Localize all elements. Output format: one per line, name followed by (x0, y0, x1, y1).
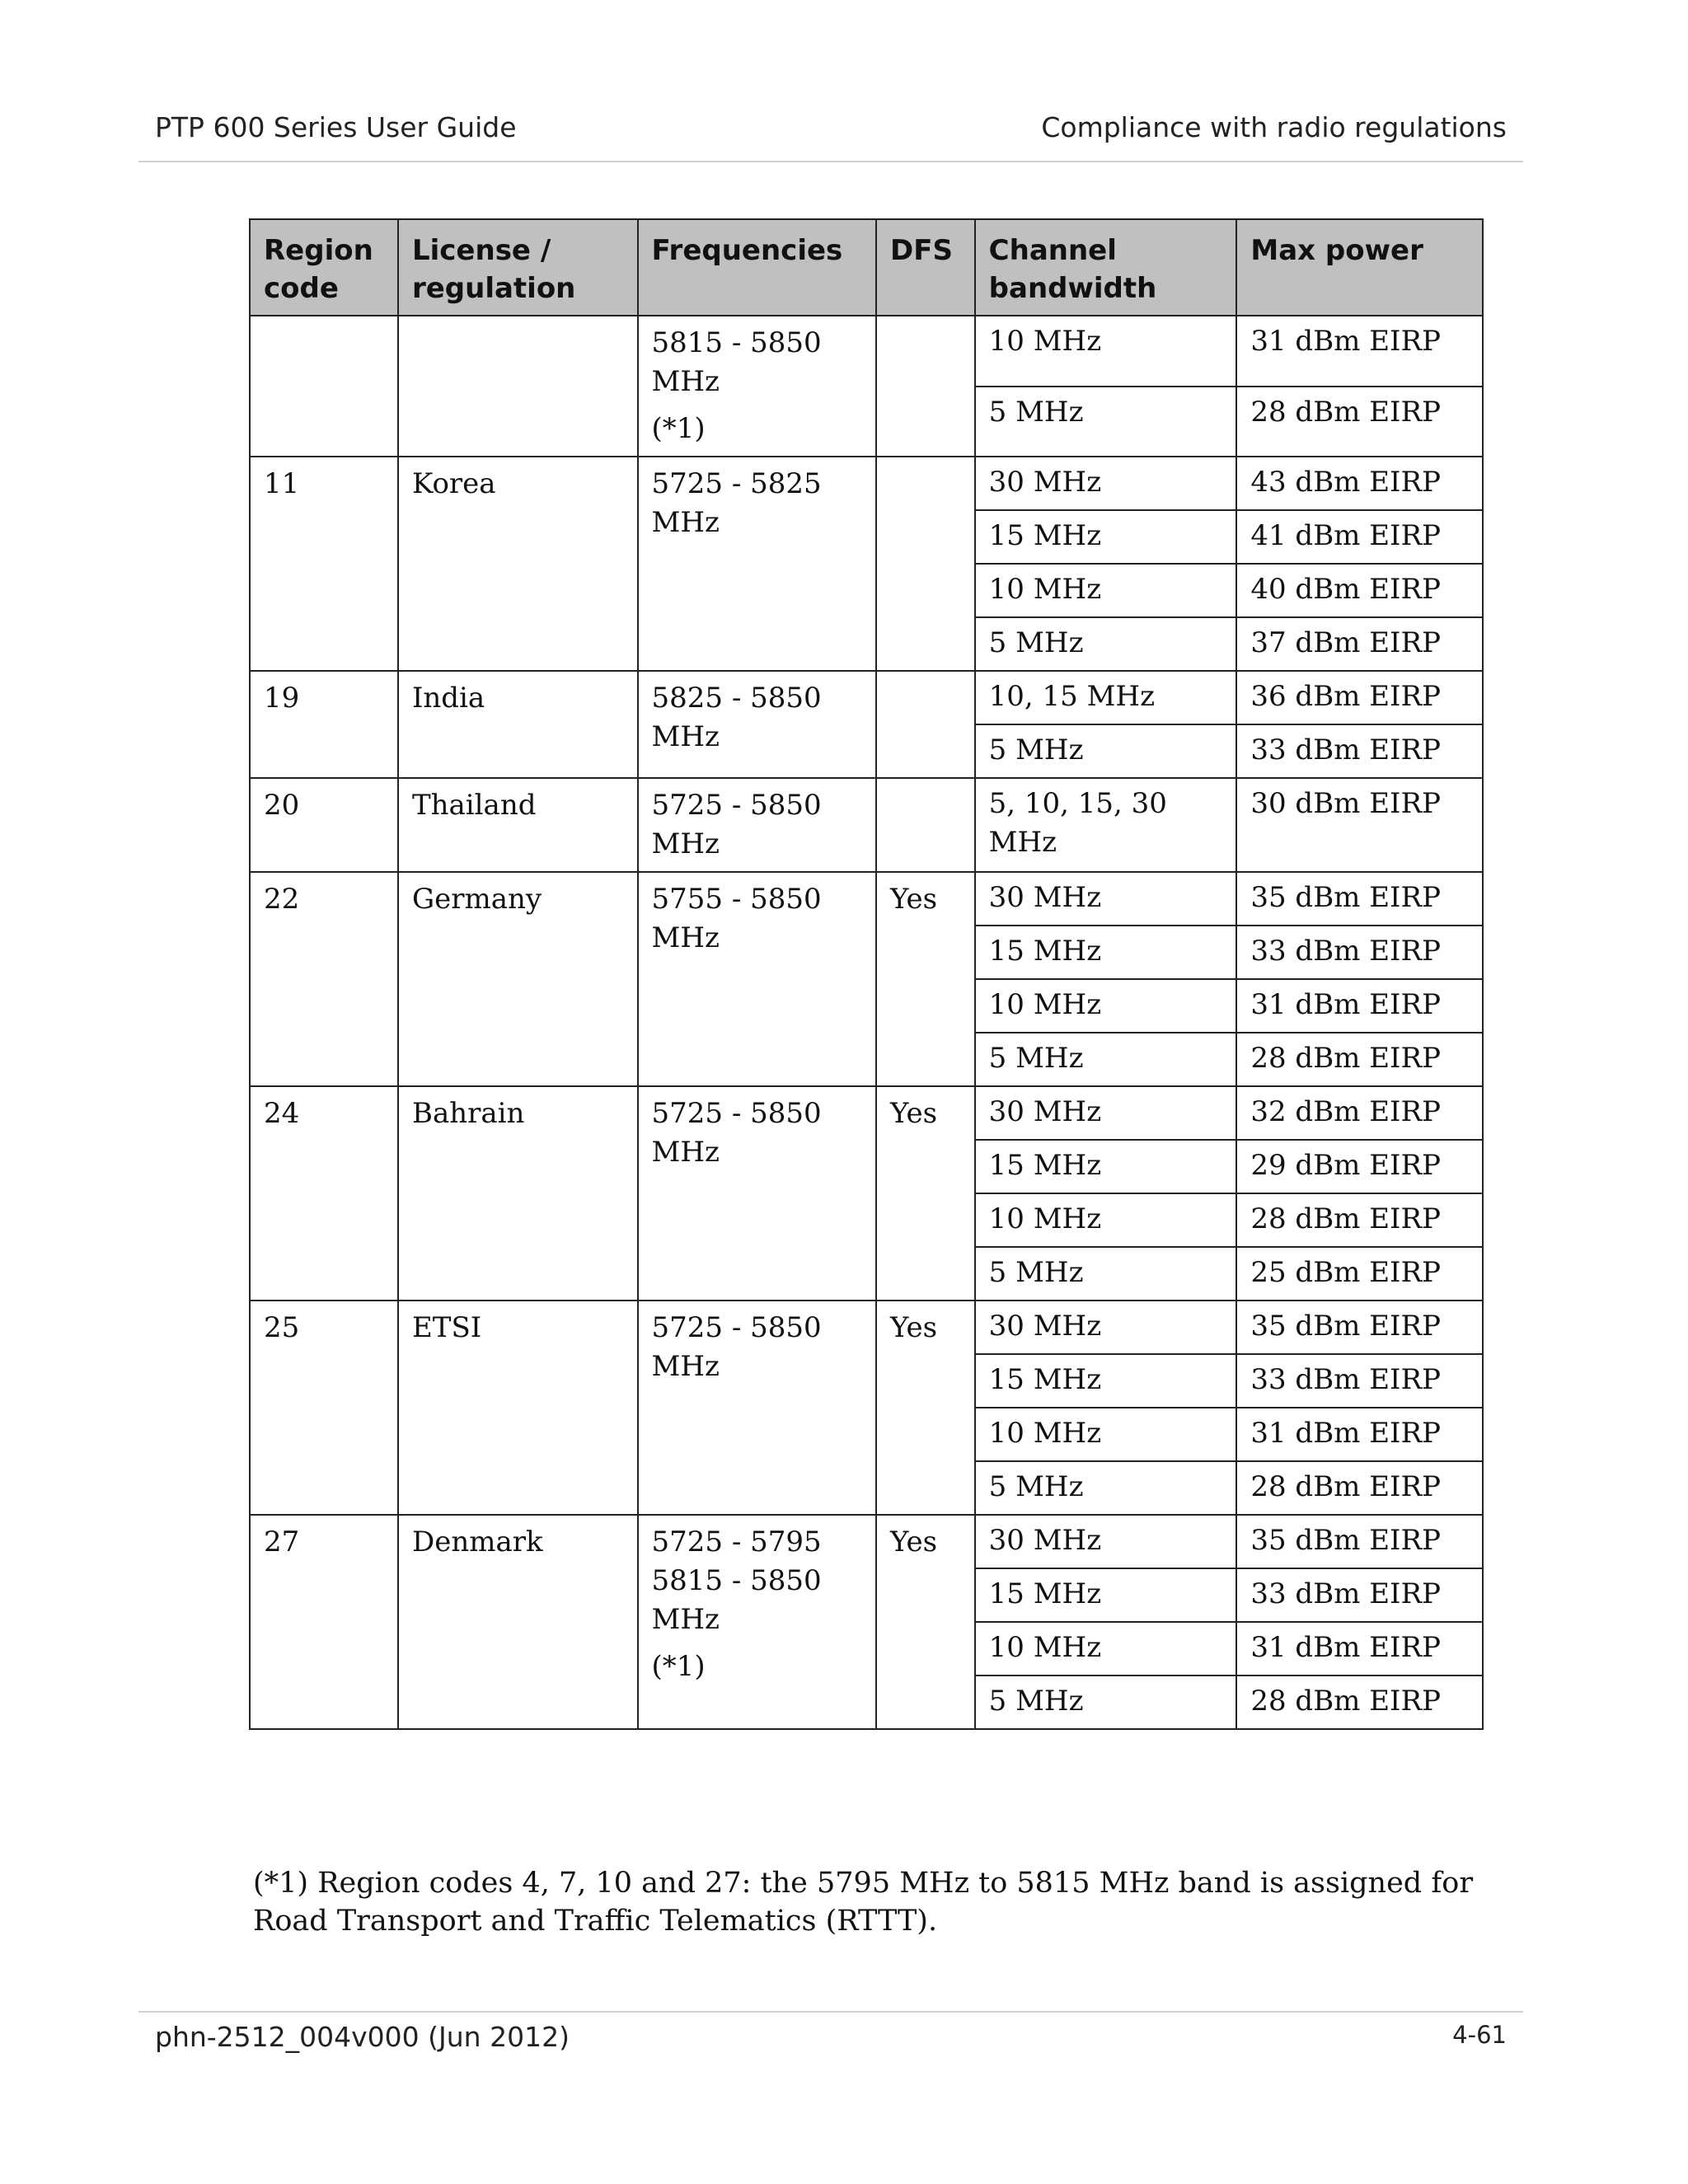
max-power-cell: 35 dBm EIRP (1236, 1301, 1483, 1354)
bandwidth-cell: 5 MHz (975, 1033, 1237, 1086)
region-code-text: 11 (264, 467, 300, 500)
column-header-dfs: DFS (876, 219, 975, 316)
max-power-cell: 35 dBm EIRP (1236, 872, 1483, 926)
section-title: Compliance with radio regulations (1041, 111, 1507, 143)
table-row (250, 1086, 1483, 1140)
max-power-cell: 31 dBm EIRP (1236, 316, 1483, 387)
bandwidth-cell: 10, 15 MHz (975, 671, 1237, 724)
license-text: ETSI (411, 1311, 482, 1344)
document-title: PTP 600 Series User Guide (155, 111, 517, 143)
dfs-cell (876, 671, 975, 778)
frequencies-cell (638, 1086, 877, 1301)
license-cell (398, 778, 638, 872)
max-power-cell: 29 dBm EIRP (1236, 1140, 1483, 1193)
frequencies-text: 5725 - 5850 MHz (651, 1097, 822, 1169)
document-id: phn-2512_004v000 (Jun 2012) (155, 2021, 570, 2053)
bandwidth-cell: 5 MHz (975, 1461, 1237, 1515)
frequencies-text: 5815 - 5850 MHz (651, 326, 822, 398)
bandwidth-cell: 30 MHz (975, 457, 1237, 510)
frequency-footnote-marker: (*1) (651, 1650, 706, 1683)
frequencies-cell (638, 872, 877, 1086)
column-header-frequencies: Frequencies (638, 219, 877, 316)
dfs-cell (876, 1301, 975, 1515)
max-power-cell: 32 dBm EIRP (1236, 1086, 1483, 1140)
header-divider (138, 161, 1523, 162)
region-code-text: 19 (264, 682, 300, 715)
max-power-cell: 33 dBm EIRP (1236, 1568, 1483, 1622)
region-code-text: 20 (264, 789, 300, 822)
region-code-cell (250, 1515, 398, 1729)
max-power-cell: 31 dBm EIRP (1236, 979, 1483, 1033)
table-header-row (250, 219, 1483, 316)
bandwidth-cell: 10 MHz (975, 316, 1237, 387)
max-power-cell: 28 dBm EIRP (1236, 1193, 1483, 1247)
max-power-cell: 31 dBm EIRP (1236, 1408, 1483, 1461)
max-power-cell: 25 dBm EIRP (1236, 1247, 1483, 1301)
frequency-footnote-marker: (*1) (651, 412, 706, 445)
dfs-text: Yes (890, 1526, 938, 1558)
table-row (250, 1515, 1483, 1568)
table-row (250, 872, 1483, 926)
frequencies-cell (638, 1515, 877, 1729)
dfs-cell (876, 1515, 975, 1729)
footer-divider (138, 2011, 1523, 2013)
column-header-region-code: Region code (250, 219, 398, 316)
dfs-text: Yes (890, 883, 938, 916)
license-text: India (411, 682, 485, 715)
region-code-cell (250, 1301, 398, 1515)
dfs-cell (876, 457, 975, 671)
license-cell (398, 1086, 638, 1301)
license-text: Thailand (411, 789, 537, 822)
dfs-cell (876, 316, 975, 457)
frequencies-cell (638, 1301, 877, 1515)
region-code-text: 24 (264, 1097, 300, 1130)
license-cell (398, 1301, 638, 1515)
bandwidth-cell: 5, 10, 15, 30 MHz (975, 778, 1237, 872)
page-footer (155, 2021, 1507, 2062)
license-text: Bahrain (411, 1097, 525, 1130)
bandwidth-cell: 15 MHz (975, 1140, 1237, 1193)
license-text: Denmark (411, 1526, 543, 1558)
bandwidth-cell: 15 MHz (975, 1354, 1237, 1408)
bandwidth-cell: 10 MHz (975, 564, 1237, 617)
region-code-text: 22 (264, 883, 300, 916)
table-row (250, 671, 1483, 724)
frequencies-cell (638, 457, 877, 671)
frequencies-text: 5755 - 5850 MHz (651, 883, 822, 954)
license-cell (398, 671, 638, 778)
region-code-cell (250, 457, 398, 671)
max-power-cell: 37 dBm EIRP (1236, 617, 1483, 671)
frequencies-text: 5825 - 5850 MHz (651, 682, 822, 753)
max-power-cell: 43 dBm EIRP (1236, 457, 1483, 510)
max-power-cell: 31 dBm EIRP (1236, 1622, 1483, 1675)
region-code-cell (250, 778, 398, 872)
bandwidth-cell: 15 MHz (975, 926, 1237, 979)
column-header-license: License / regulation (398, 219, 638, 316)
region-code-cell (250, 872, 398, 1086)
bandwidth-cell: 10 MHz (975, 1193, 1237, 1247)
bandwidth-cell: 5 MHz (975, 724, 1237, 778)
max-power-cell: 33 dBm EIRP (1236, 724, 1483, 778)
region-code-text: 27 (264, 1526, 300, 1558)
page-number: 4-61 (1452, 2021, 1507, 2049)
footnote: (*1) Region codes 4, 7, 10 and 27: the 5795 MHz to 5815 MHz band is assigned for Road Transport and Traffic Telematics (RTTT). (253, 1867, 1474, 1938)
bandwidth-cell: 30 MHz (975, 1086, 1237, 1140)
column-header-channel-bandwidth: Channel bandwidth (975, 219, 1237, 316)
license-text: Germany (411, 883, 542, 916)
frequencies-cell (638, 671, 877, 778)
column-header-max-power: Max power (1236, 219, 1483, 316)
license-cell (398, 457, 638, 671)
max-power-cell: 41 dBm EIRP (1236, 510, 1483, 564)
dfs-cell (876, 778, 975, 872)
page-header (155, 111, 1507, 152)
bandwidth-cell: 5 MHz (975, 387, 1237, 457)
region-code-cell (250, 1086, 398, 1301)
dfs-text: Yes (890, 1311, 938, 1344)
region-code-cell (250, 316, 398, 457)
bandwidth-cell: 15 MHz (975, 1568, 1237, 1622)
bandwidth-cell: 10 MHz (975, 979, 1237, 1033)
table-row (250, 1301, 1483, 1354)
license-cell (398, 872, 638, 1086)
frequencies-cell (638, 778, 877, 872)
bandwidth-cell: 10 MHz (975, 1408, 1237, 1461)
bandwidth-cell: 15 MHz (975, 510, 1237, 564)
frequencies-text: 5725 - 5850 MHz (651, 789, 822, 860)
license-text: Korea (411, 467, 496, 500)
table-body (250, 316, 1483, 1729)
bandwidth-cell: 30 MHz (975, 1515, 1237, 1568)
bandwidth-cell: 30 MHz (975, 872, 1237, 926)
region-code-text: 25 (264, 1311, 300, 1344)
bandwidth-cell: 10 MHz (975, 1622, 1237, 1675)
max-power-cell: 35 dBm EIRP (1236, 1515, 1483, 1568)
frequencies-cell (638, 316, 877, 457)
frequencies-text: 5725 - 5825 MHz (651, 467, 822, 539)
max-power-cell: 36 dBm EIRP (1236, 671, 1483, 724)
table-row (250, 316, 1483, 387)
max-power-cell: 28 dBm EIRP (1236, 1461, 1483, 1515)
max-power-cell: 33 dBm EIRP (1236, 926, 1483, 979)
table-row (250, 457, 1483, 510)
max-power-cell: 40 dBm EIRP (1236, 564, 1483, 617)
max-power-cell: 28 dBm EIRP (1236, 1033, 1483, 1086)
dfs-text: Yes (890, 1097, 938, 1130)
max-power-cell: 28 dBm EIRP (1236, 1675, 1483, 1729)
frequencies-text: 5725 - 5850 MHz (651, 1311, 822, 1383)
license-cell (398, 1515, 638, 1729)
dfs-cell (876, 1086, 975, 1301)
dfs-cell (876, 872, 975, 1086)
bandwidth-cell: 5 MHz (975, 1675, 1237, 1729)
max-power-cell: 30 dBm EIRP (1236, 778, 1483, 872)
frequencies-text: 5725 - 5795 5815 - 5850 MHz (651, 1526, 822, 1636)
max-power-cell: 28 dBm EIRP (1236, 387, 1483, 457)
bandwidth-cell: 30 MHz (975, 1301, 1237, 1354)
bandwidth-cell: 5 MHz (975, 1247, 1237, 1301)
max-power-cell: 33 dBm EIRP (1236, 1354, 1483, 1408)
license-cell (398, 316, 638, 457)
table-row (250, 778, 1483, 872)
region-code-cell (250, 671, 398, 778)
bandwidth-cell: 5 MHz (975, 617, 1237, 671)
region-table (249, 218, 1484, 1730)
